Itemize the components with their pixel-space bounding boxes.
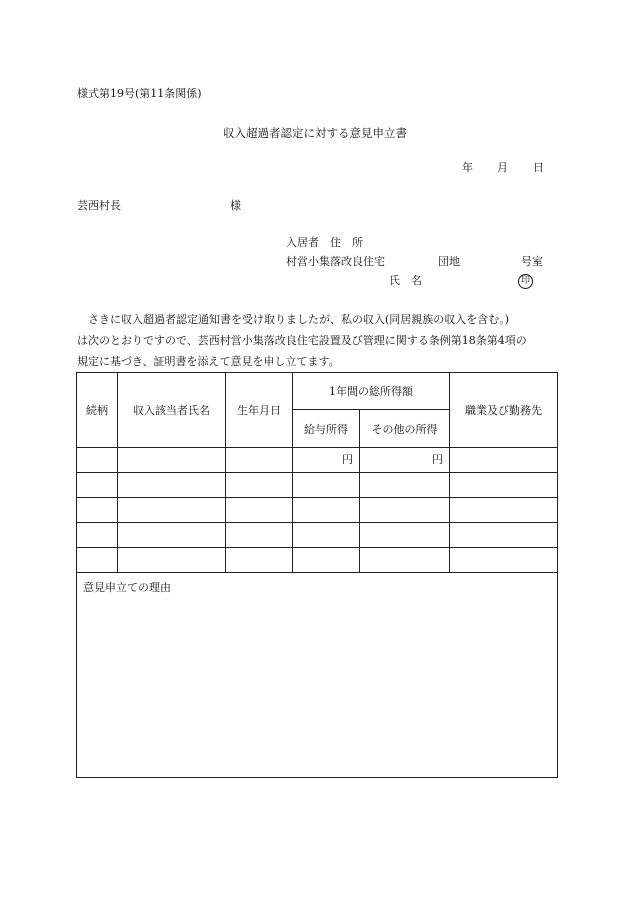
date-month-label: 月: [497, 161, 508, 174]
reason-box[interactable]: [77, 573, 558, 778]
relationship-cell[interactable]: [77, 448, 118, 473]
birthdate-cell[interactable]: [226, 448, 293, 473]
occupation-cell[interactable]: [450, 523, 558, 548]
table-row: [77, 523, 558, 548]
occupation-cell[interactable]: [450, 448, 558, 473]
table-row: [77, 498, 558, 523]
header-relationship: 続柄: [77, 373, 118, 448]
birthdate-cell[interactable]: [226, 523, 293, 548]
relationship-cell[interactable]: [77, 498, 118, 523]
header-annual-income: 1年間の総所得額: [293, 373, 450, 410]
form-number: 様式第19号(第11条関係): [77, 87, 202, 100]
birthdate-cell[interactable]: [226, 473, 293, 498]
seal-icon: 印: [518, 274, 533, 289]
occupation-cell[interactable]: [450, 548, 558, 573]
salary-income-cell[interactable]: [293, 498, 360, 523]
document-title: 収入超過者認定に対する意見申立書: [223, 126, 407, 140]
other-income-cell[interactable]: [360, 548, 450, 573]
complex-label: 団地: [438, 255, 460, 268]
room-label: 号室: [521, 255, 543, 268]
occupation-cell[interactable]: [450, 498, 558, 523]
earner-name-cell[interactable]: [118, 473, 226, 498]
statement-line: 規定に基づき、証明書を添えて意見を申し立てます。: [77, 355, 340, 368]
table-row: [77, 548, 558, 573]
statement-line: は次のとおりですので、芸西村営小集落改良住宅設置及び管理に関する条例第18条第4項の: [77, 334, 527, 347]
header-other-income: その他の所得: [360, 410, 450, 448]
table-row: [77, 448, 558, 473]
relationship-cell[interactable]: [77, 473, 118, 498]
other-income-cell[interactable]: [360, 498, 450, 523]
earner-name-cell[interactable]: [118, 498, 226, 523]
occupation-cell[interactable]: [450, 473, 558, 498]
salary-income-cell[interactable]: 円: [293, 448, 360, 473]
earner-name-cell[interactable]: [118, 548, 226, 573]
other-income-cell[interactable]: [360, 473, 450, 498]
header-occupation: 職業及び勤務先: [450, 373, 558, 448]
header-salary-income: 給与所得: [293, 410, 360, 448]
reason-label: 意見申立ての理由: [83, 581, 171, 594]
relationship-cell[interactable]: [77, 548, 118, 573]
birthdate-cell[interactable]: [226, 548, 293, 573]
seal-mark: [518, 273, 533, 289]
earner-name-cell[interactable]: [118, 523, 226, 548]
birthdate-cell[interactable]: [226, 498, 293, 523]
salary-income-cell[interactable]: [293, 548, 360, 573]
addressee-name: 芸西村長: [77, 199, 121, 212]
name-label: 氏 名: [389, 274, 422, 287]
date-day-label: 日: [533, 161, 544, 174]
header-birthdate: 生年月日: [226, 373, 293, 448]
header-earner-name: 収入該当者氏名: [118, 373, 226, 448]
other-income-cell[interactable]: [360, 523, 450, 548]
earner-name-cell[interactable]: [118, 448, 226, 473]
housing-name: 村営小集落改良住宅: [286, 255, 385, 268]
statement-line: さきに収入超過者認定通知書を受け取りましたが、私の収入(同居親族の収入を含む。): [77, 313, 510, 326]
addressee-suffix: 様: [230, 199, 241, 212]
salary-income-cell[interactable]: [293, 473, 360, 498]
statement-paragraph: [77, 309, 557, 372]
table-row: [77, 473, 558, 498]
income-table: [76, 372, 558, 778]
relationship-cell[interactable]: [77, 523, 118, 548]
other-income-cell[interactable]: 円: [360, 448, 450, 473]
resident-address-label: 入居者 住 所: [286, 236, 363, 249]
salary-income-cell[interactable]: [293, 523, 360, 548]
date-year-label: 年: [462, 161, 473, 174]
